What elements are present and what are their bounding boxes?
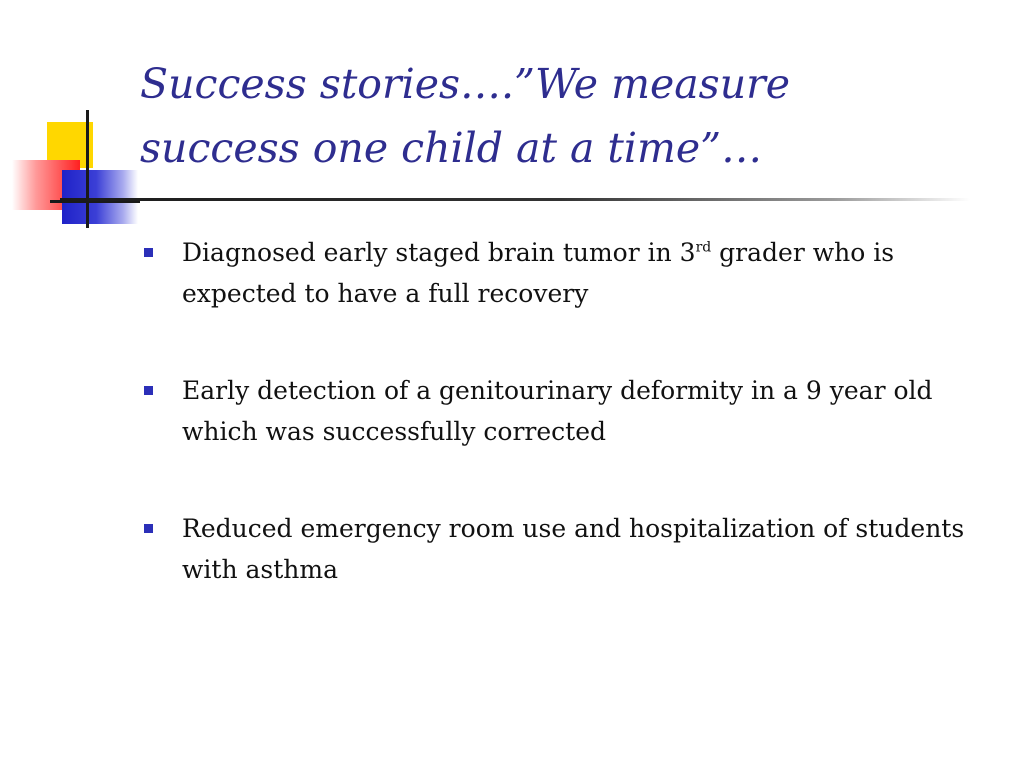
vertical-line xyxy=(86,110,89,228)
bullet-item-asthma xyxy=(142,508,992,590)
bullet-text-pre: Diagnosed early staged brain tumor in 3 xyxy=(182,238,696,267)
bullet-item-genitourinary xyxy=(142,370,992,452)
square-bullet-icon xyxy=(144,386,153,395)
title-divider xyxy=(60,198,970,201)
title-line-1: Success stories….”We measure xyxy=(140,60,790,108)
bullet-list xyxy=(142,232,992,646)
title-line-2: success one child at a time”… xyxy=(140,124,763,172)
slide-title xyxy=(140,52,1000,180)
blue-gradient-square xyxy=(62,170,138,224)
bullet-text-post: grader who is expected to have a full recovery xyxy=(182,238,895,308)
bullet-text: Early detection of a genitourinary deformity in a 9 year old which was successfully corrected xyxy=(182,376,933,446)
decorative-squares-logo xyxy=(0,100,150,240)
square-bullet-icon xyxy=(144,524,153,533)
square-bullet-icon xyxy=(144,248,153,257)
bullet-item-brain-tumor xyxy=(142,232,992,314)
bullet-text: Reduced emergency room use and hospitalization of students with asthma xyxy=(182,514,965,584)
ordinal-superscript: rd xyxy=(695,239,712,256)
